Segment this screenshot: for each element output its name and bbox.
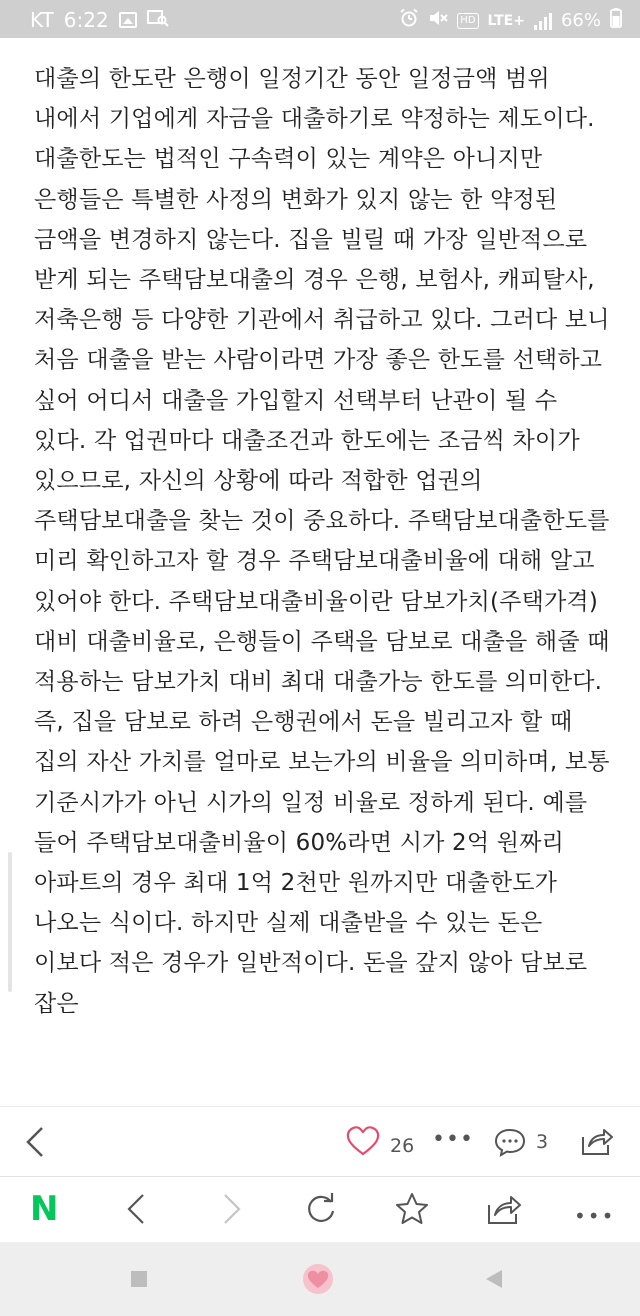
clock: 6:22 [63, 8, 109, 32]
share-icon [580, 1125, 614, 1157]
status-bar [0, 0, 640, 38]
article-text: 대출의 한도란 은행이 일정기간 동안 일정금액 범위 내에서 기업에게 자금을 대출하기로 약정하는 제도이다. 대출한도는 법적인 구속력이 있는 계약은 아니지만 은행들은 특별한 사정의 변화가 있지 않는 한 약정된 금액을 변경하지 않는다. 집을 빌릴 때 가장 일반적으로 받게 되는 주택담보대출의 경우 은행, 보험사, 캐피탈사, 저축은행 등 다양한 기관에서 취급하고 있다. 그러다 보니 처음 대출을 받는 사람이라면 가장 좋은 한도를 선택하고 싶어 어디서 대출을 가입할지 선택부터 난관이 될 수 있다. 각 업권마다 대출조건과 한도에는 조금씩 차이가 있으므로, 자신의 상황에 따라 적합한 업권의 주택담보대출을 찾는 것이 중요하다. 주택담보대출한도를 미리 확인하고자 할 경우 주택담보대출비율에 대해 알고 있어야 한다. 주택담보대출비율이란 담보가치(주택가격) 대비 대출비율로, 은행들이 주택을 담보로 대출을 해줄 때 적용하는 담보가치 대비 최대 대출가능 한도를 의미한다. 즉, 집을 담보로 하려 은행권에서 돈을 빌리고자 할 때 집의 자산 가치를 얼마로 보는가의 비율을 의미하며, 보통 기준시가가 아닌 시가의 일정 비율로 정하게 된다. 예를 들어 주택담보대출비율이 60%라면 시가 2억 원짜리 아파트의 경우 최대 1억 2천만 원까지만 대출한도가 나오는 식이다. 하지만 실제 대출받을 수 있는 돈은 이보다 적은 경우가 일반적이다. 돈을 갚지 않아 담보로 잡은 [34, 66, 610, 1017]
browser-more-button[interactable]: ••• [574, 1204, 616, 1228]
lte-icon: LTE+ [487, 12, 525, 29]
chevron-left-icon [22, 1125, 48, 1159]
signal-icon [534, 12, 552, 30]
naver-logo[interactable]: N [30, 1189, 59, 1229]
back-icon[interactable] [486, 1270, 502, 1288]
comment-button[interactable] [494, 1127, 548, 1157]
bookmark-button[interactable] [394, 1191, 430, 1231]
browser-back-button[interactable] [124, 1191, 148, 1231]
battery-icon [610, 8, 622, 33]
like-count: 26 [390, 1135, 415, 1157]
status-bar-left [30, 8, 169, 32]
back-icon [124, 1191, 148, 1227]
home-heart-icon[interactable] [301, 1262, 335, 1300]
post-action-bar [0, 1106, 640, 1177]
carrier-label: KT [30, 8, 54, 32]
browser-toolbar [0, 1176, 640, 1243]
mute-icon [428, 8, 448, 33]
refresh-button[interactable] [304, 1191, 338, 1231]
browser-forward-button[interactable] [220, 1191, 244, 1231]
recent-apps-icon[interactable] [131, 1271, 147, 1287]
comment-icon [494, 1127, 526, 1157]
browser-share-button[interactable] [486, 1191, 522, 1231]
status-bar-right [399, 8, 622, 33]
system-nav-bar [0, 1242, 640, 1316]
alarm-icon [399, 8, 419, 33]
star-icon [394, 1191, 430, 1227]
article-body [34, 59, 614, 1127]
heart-icon [346, 1126, 380, 1156]
image-icon [119, 12, 137, 28]
image-search-icon [147, 8, 169, 32]
battery-label: 66% [560, 10, 601, 31]
like-button[interactable] [346, 1125, 414, 1157]
more-options-button[interactable]: ••• [432, 1127, 474, 1152]
share-icon [486, 1191, 522, 1227]
back-button[interactable] [22, 1125, 48, 1159]
hd-icon: HD [457, 13, 478, 29]
refresh-icon [304, 1191, 338, 1227]
share-button[interactable] [580, 1125, 614, 1161]
comment-count: 3 [536, 1131, 549, 1153]
forward-icon [220, 1191, 244, 1227]
scroll-indicator[interactable] [8, 852, 12, 992]
